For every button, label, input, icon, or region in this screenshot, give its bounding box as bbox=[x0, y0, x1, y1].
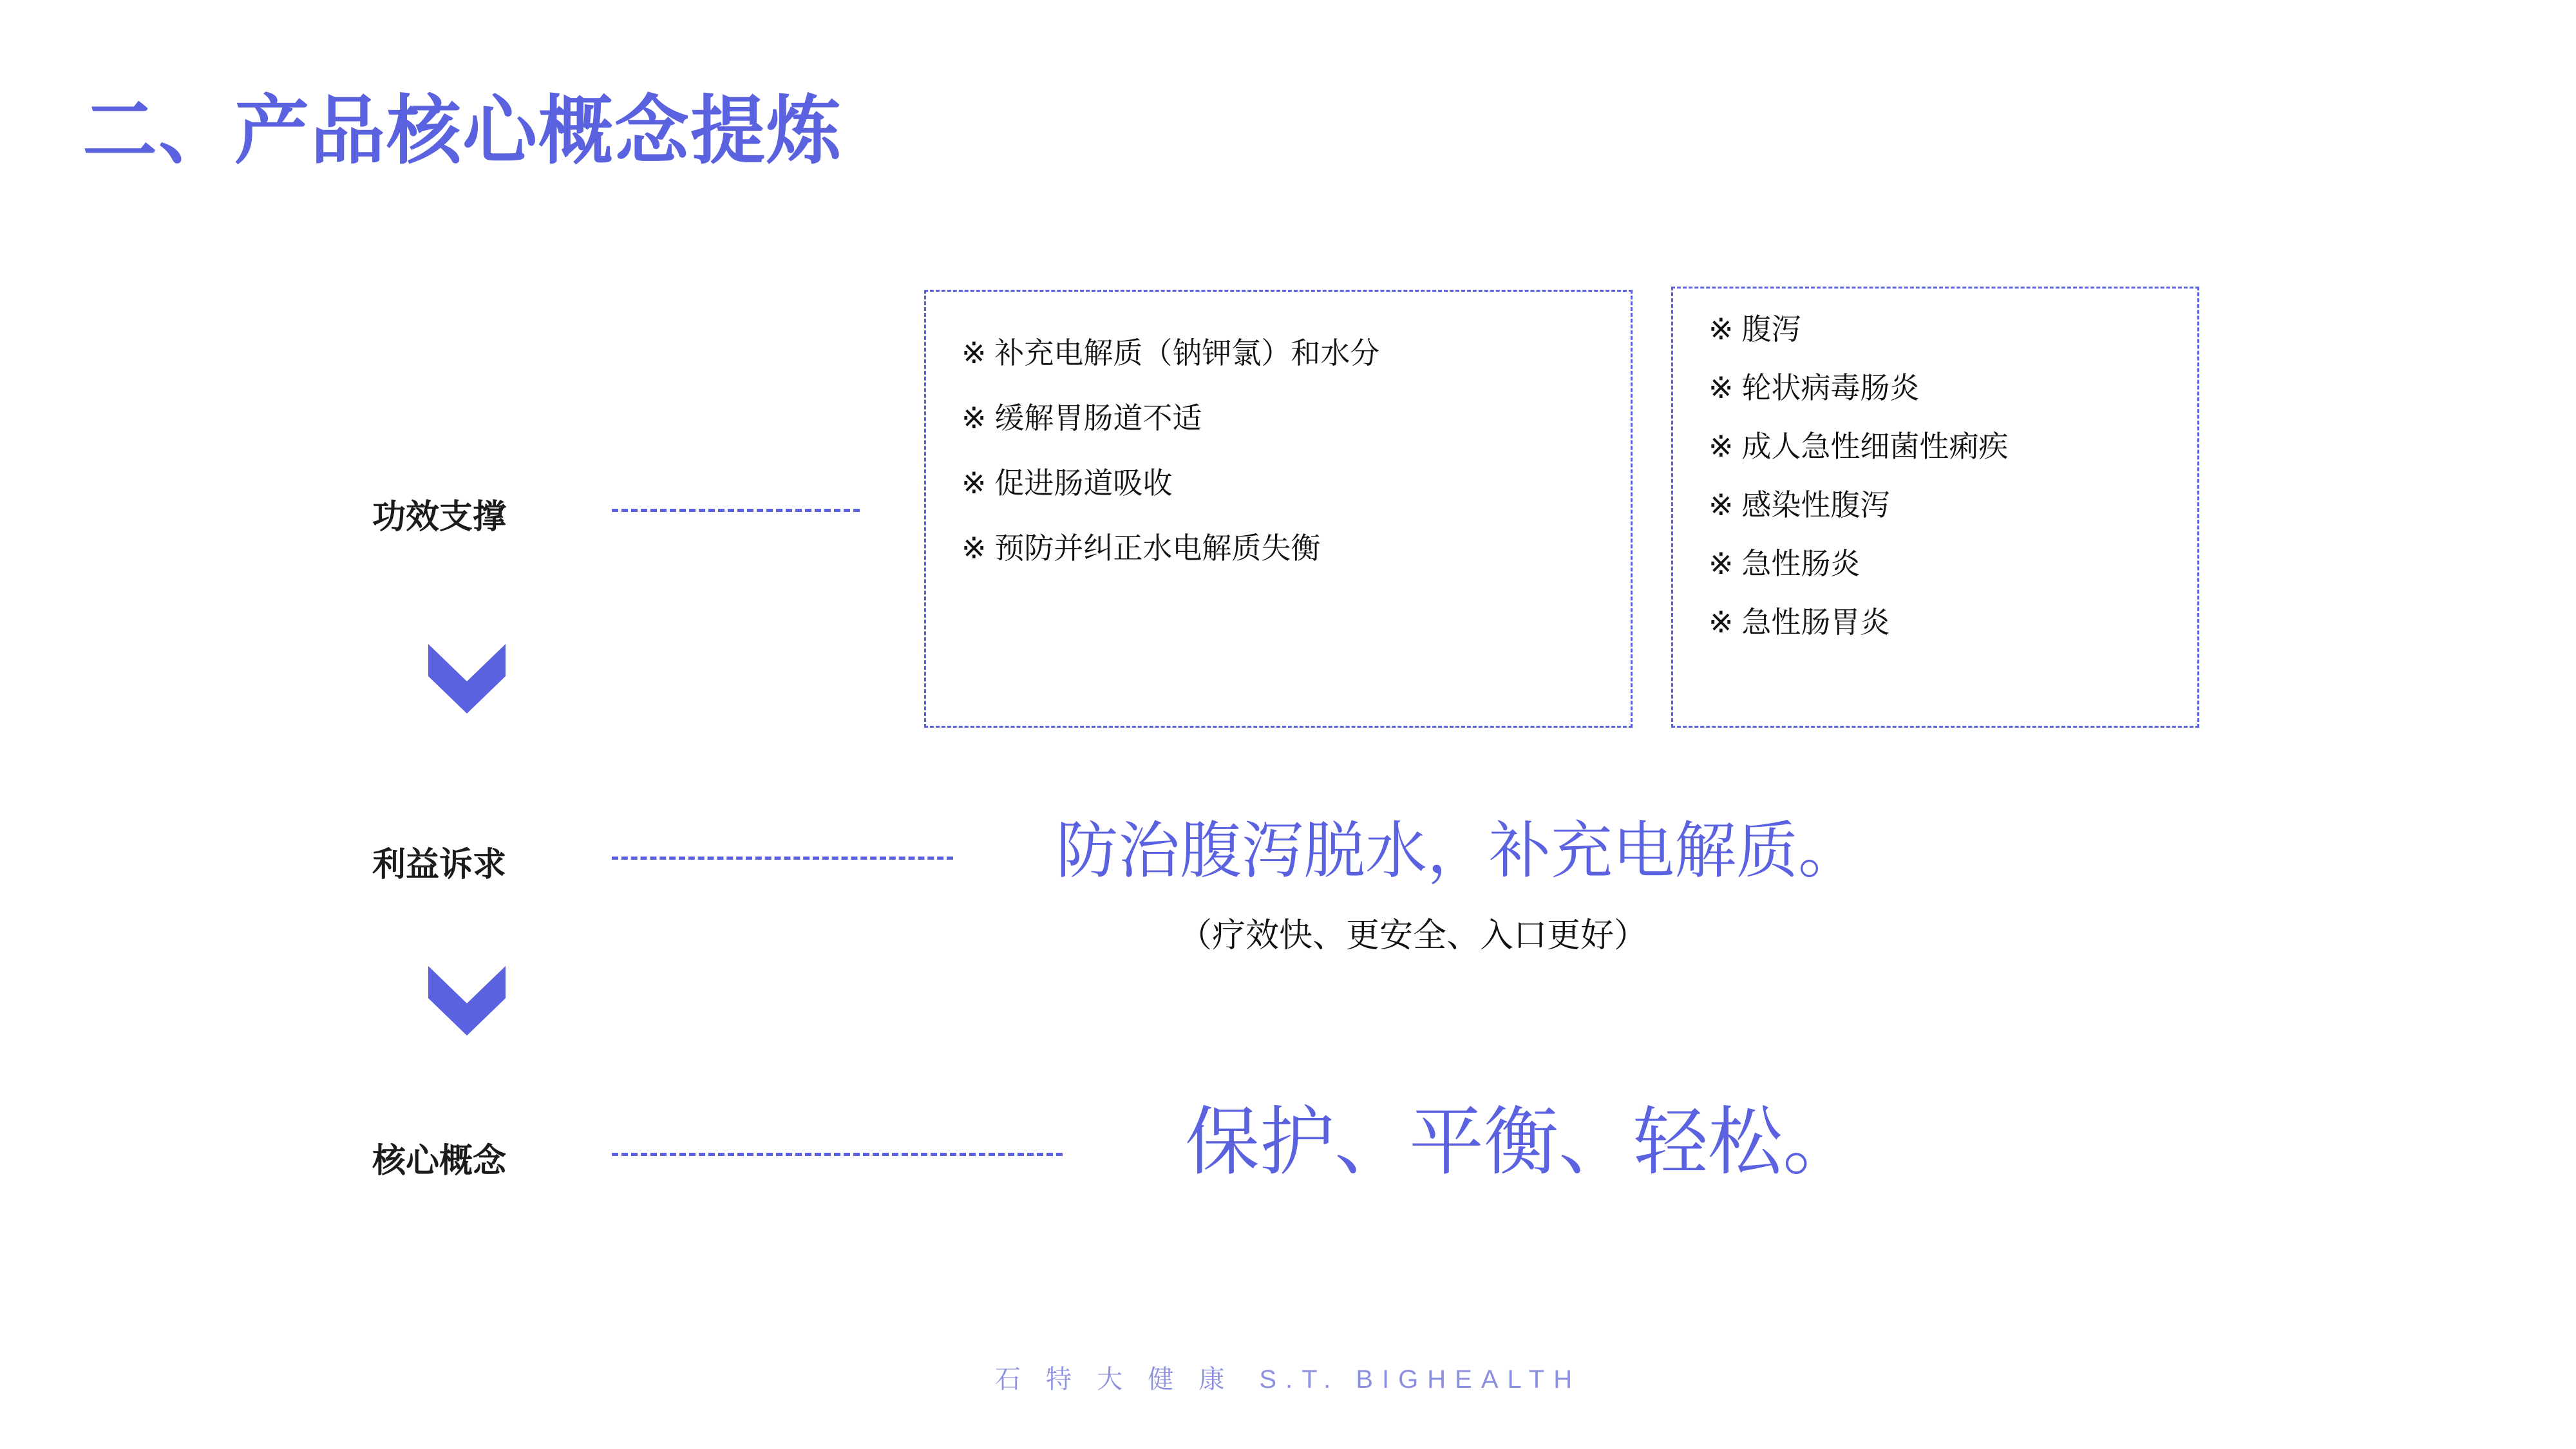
list-item: ※ 感染性腹泻 bbox=[1709, 488, 1890, 522]
row-label-concept: 核心概念 bbox=[372, 1142, 507, 1180]
efficacy-support-box bbox=[924, 290, 1633, 728]
page-title: 二、产品核心概念提炼 bbox=[82, 89, 842, 173]
list-item: ※ 腹泻 bbox=[1709, 312, 1801, 346]
list-item: ※ 促进肠道吸收 bbox=[961, 466, 1173, 500]
row-label-efficacy: 功效支撑 bbox=[372, 498, 507, 536]
list-item: ※ 急性肠炎 bbox=[1709, 547, 1861, 580]
connector-dashed-line-concept bbox=[612, 1153, 1063, 1156]
chevron-down-icon bbox=[428, 644, 506, 715]
list-item: ※ 急性肠胃炎 bbox=[1709, 605, 1890, 639]
footer bbox=[0, 1359, 2576, 1396]
footer-brand-en: S.T. BIGHEALTH bbox=[1259, 1365, 1582, 1394]
list-item: ※ 补充电解质（钠钾氯）和水分 bbox=[961, 336, 1380, 370]
benefit-claim-main: 防治腹泻脱水，补充电解质。 bbox=[1056, 817, 1860, 886]
footer-brand-cn: 石 特 大 健 康 bbox=[994, 1365, 1234, 1394]
core-concept-text: 保护、平衡、轻松。 bbox=[1185, 1100, 1857, 1184]
list-item: ※ 轮状病毒肠炎 bbox=[1709, 371, 1920, 404]
list-item: ※ 缓解胃肠道不适 bbox=[961, 401, 1202, 435]
list-item: ※ 成人急性细菌性痢疾 bbox=[1709, 430, 2009, 463]
connector-dashed-line-benefit bbox=[612, 857, 953, 860]
connector-dashed-line-efficacy bbox=[612, 509, 860, 512]
chevron-down-icon bbox=[428, 966, 506, 1037]
list-item: ※ 预防并纠正水电解质失衡 bbox=[961, 531, 1321, 565]
indications-box bbox=[1671, 287, 2199, 728]
benefit-claim-sub: （疗效快、更安全、入口更好） bbox=[1179, 918, 1648, 954]
row-label-benefit: 利益诉求 bbox=[372, 846, 507, 884]
